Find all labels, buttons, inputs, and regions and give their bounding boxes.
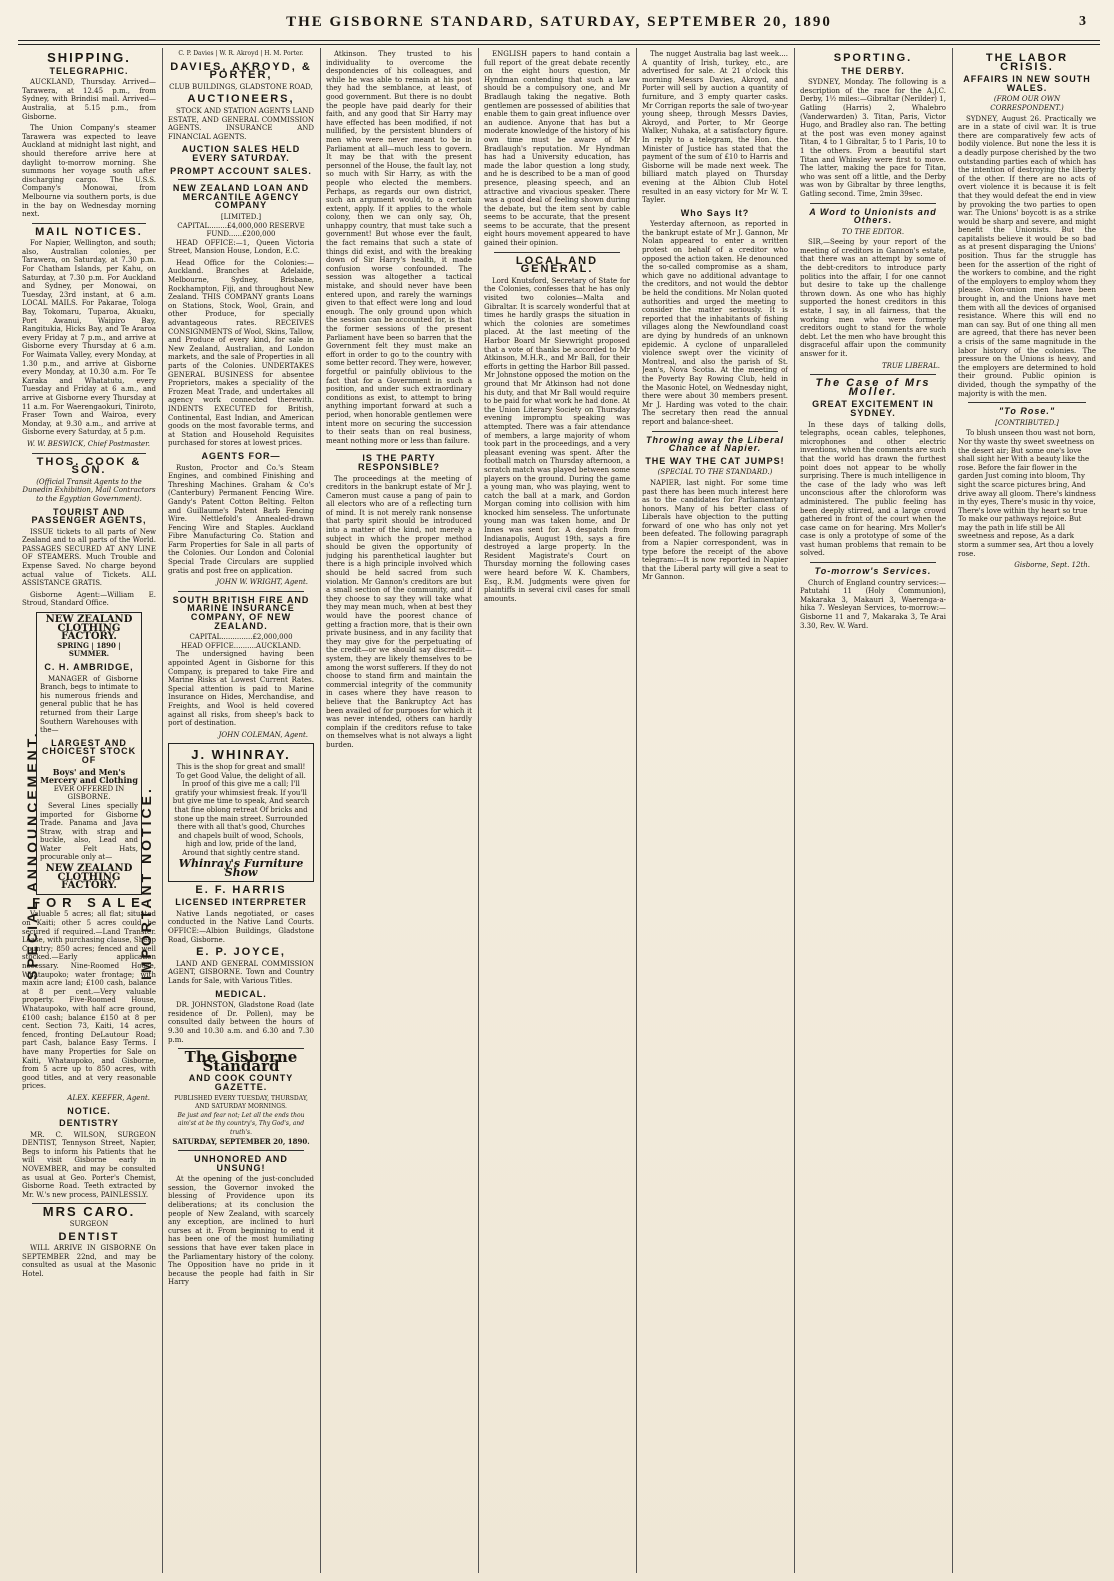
throwing-heading: Throwing away the Liberal Chance at Napier. (645, 434, 785, 454)
harris-text: Native Lands negotiated, or cases conducted in the Native Land Courts. OFFICE:—Albion Buildings, Gladstone Road, Gisborne. (168, 909, 314, 944)
telegraphic-text: AUCKLAND, Thursday. Arrived—Tarawera, at 12.45 p.m., from Sydney, with Brindisi mail. Arrived—Australia, at 5.15 p.m., from Gisborne. (22, 78, 156, 121)
sporting-heading: SPORTING. (833, 52, 913, 64)
for-sale-heading: FOR SALE (32, 894, 146, 910)
word-sub: TO THE EDITOR. (841, 227, 905, 236)
mail-heading: MAIL NOTICES. (35, 225, 143, 238)
contributed: [CONTRIBUTED.] (995, 418, 1059, 427)
column-rule (794, 48, 795, 1573)
rose-heading: "To Rose." (998, 406, 1056, 417)
column-rule (952, 48, 953, 1573)
keefer-signature: ALEX. KEEFER, Agent. (67, 1093, 150, 1102)
shipping-heading: SHIPPING. (47, 50, 131, 65)
mail-signature: W. W. BESWICK, Chief Postmaster. (26, 439, 150, 448)
dentist-text: MR. C. WILSON, SURGEON DENTIST, Tennyson Street, Napier, Begs to inform his Patients that he will visit Gisborne early in NOVEMBER, and may be consulted as usual at Geo. Porter's Chemist, Gisborne Road. Teeth extracted by Mr. W.'s new process, PAINLESSLY. (22, 1130, 156, 1199)
column-3 (326, 50, 472, 1570)
word-heading: A Word to Unionists and Others. (809, 206, 937, 226)
rose-poem: To blush unseen thou wast not born, Nor thy waste thy sweet sweetness on the desert air; But some one's love shall sight her With a beauty like the rose. Before the fair flower in the garden Just coming into bloom, Thy sight the scarce pictures bring, And drive away all gloom. There's kindness in thy eyes, There's music in thy voice, There's love within thy heart so true To make our pathways rejoice. But may the path in life still be All sweetness and repose, As a dark storm a summer sea, Art thou a lovely rose. (958, 429, 1096, 558)
special-sub: (SPECIAL TO THE STANDARD.) (657, 468, 773, 477)
column-2 (168, 50, 314, 1570)
cook-sub: (Official Transit Agents to the Dunedin Exhibition, Mail Contractors to the Egyptian Government). (22, 477, 156, 503)
mail-text: For Napier, Wellington, and south; also, Australian colonies, per Tarawera, on Saturday, at 7.30 p.m. For Chatham Islands, per Kahu, on Saturday, at 7.30 p.m. For Auckland and Sydney, per Monowai, on Tuesday, 23rd instant, at 6 a.m. LOCAL MAILS. For Pakarae, Tologa Bay, Tokomaru, Tuparoa, Akuaku, Port Awanui, Waipiro Bay, Rangitukia, Hicks Bay, and Te Araroa every Friday at 7 p.m., and arrive at Gisborne every Thursday at 6 a.m. For Waimata Valley, every Monday, at 1.30 p.m., and arrive at Gisborne every Monday, at 10.30 a.m. For Te Karaka and Whatatutu, every Tuesday and Friday at 6 a.m., and arrive at Gisborne every Thursday at 11 a.m. For Waerengaokuri, Tiniroto, Fraser Town and Wairoa, every Monday, at 9.30 a.m., and arrive at Gisborne every Saturday, at 5 p.m. (22, 239, 156, 437)
agents-text: Ruston, Proctor and Co.'s Steam Engines, and combined Finishing and Threshing Machines. Graham & Co's (Canterbury) Permanent Fencing Wire. Gandy's Patent Cotton Belting. Felton and Guillaume's Patent Barb Fencing Wire. Nettlefold's Annealed-drawn Fencing Wire and Staples. Auckland Fibre Manufacturing Co. Station and Farm Properties for Sale in all parts of the Colonies. Our London and Colonial Special Trade Circulars are supplied gratis and post free on application. (168, 463, 314, 575)
joyce-title: E. P. JOYCE, (196, 946, 286, 959)
nzloan-title: NEW ZEALAND LOAN AND MERCANTILE AGENCY COMPANY (172, 183, 310, 211)
sale-text: Valuable 5 acres; all flat; situated on Kaiti; other 5 acres could be secured if required.—Land Transfer. Lease, with purchasing clause, Sheep Country; 850 acres; fenced and well stocked.—Early application necessary. Nine-Roomed House, Whataupoko; water frontage; with maxin acre land; £100 cash, balance at 8 per cent.—Very valuable property. Five-Roomed House, Whataupoko, with half acre ground, £100 cash; balance £150 at 8 per cent. Section 73, Kaiti, 14 acres, fenced, fronting DeLautour Road; part Cash, balance Easy Terms. I have many Properties for Sale on Kaiti, Whataupoko, and Gisborne, from 5 acre up to 850 acres, with good titles, and at very reasonable prices. (22, 910, 156, 1091)
partners: C. P. Davies | W. R. Akroyd | H. M. Porter. (178, 50, 304, 57)
liberal-signature: TRUE LIBERAL. (881, 361, 940, 370)
who-says-heading: Who Says It? (680, 207, 750, 218)
club-buildings: CLUB BUILDINGS, GLADSTONE ROAD, (169, 82, 313, 91)
factory-text-2: Several Lines specially imported for Gisborne Trade. Panama and Java Straw, with strap and buckle, also, Lead and Water Felt Hats, procurable only at— (40, 801, 138, 862)
boys-mercery: Boys' and Men's Mercery and Clothing (40, 766, 138, 786)
column-7 (958, 50, 1096, 1570)
cat-heading: THE WAY THE CAT JUMPS! (645, 455, 785, 466)
sbfm-head: HEAD OFFICE..........AUCKLAND. (181, 641, 301, 650)
column-rule (320, 48, 321, 1573)
own-correspondent: (FROM OUR OWN CORRESPONDENT.) (990, 95, 1064, 112)
factory-text: MANAGER of Gisborne Branch, begs to intimate to his numerous friends and general public that he has returned from their Large Southern Warehouses with the— (40, 674, 138, 735)
case-heading: The Case of Mrs Moller. (815, 377, 931, 398)
dentistry-heading: DENTISTRY (59, 1118, 119, 1129)
factory-title-2: NEW ZEALAND CLOTHING FACTORY. (45, 863, 133, 892)
services-text: Church of England country services:—Patutahi 11 (Holy Communion), Makaraka 3, Makauri 3, Waerenga-a-hika 7. Wesleyan Services, to-morrow:—Gisborne 11 and 7, Makaraka 3, Te Arai 3.30, Rev. W. Ward. (800, 578, 946, 630)
word-text: SIR,—Seeing by your report of the meeting of creditors in Gannon's estate, that there was an attempt by some of the debt-creditors to introduce party politics into the affair, I for one cannot but desire to take up the challenge thrown down. As one who has highly supported the honest creditors in this estate, I say, in all fairness, that the working men who were formerly creditors ought to stand for the whole debt. Let the men who have brought this disgraceful affair upon the community answer for it. (800, 238, 946, 358)
factory-title: NEW ZEALAND CLOTHING FACTORY. (45, 614, 133, 643)
caro-surgeon: SURGEON (69, 1220, 109, 1229)
telegraphic-heading: TELEGRAPHIC. (49, 65, 129, 76)
notice-heading: NOTICE. (67, 1105, 111, 1116)
caro-heading: MRS CARO. (42, 1204, 136, 1220)
vertical-label-left: SPECIAL ANNOUNCEMENT. (24, 730, 40, 980)
caro-text: WILL ARRIVE IN GISBORNE On SEPTEMBER 22nd, and may be consulted as usual at the Masonic Hotel. (22, 1244, 156, 1278)
auctioneers: AUCTIONEERS, (187, 93, 295, 106)
sbfm-title: SOUTH BRITISH FIRE AND MARINE INSURANCE COMPANY, OF NEW ZEALAND. (172, 594, 310, 631)
labor-sub: AFFAIRS IN NEW SOUTH WALES. (963, 74, 1091, 93)
nzloan-limited: [LIMITED.] (220, 212, 262, 221)
unhonored-text: At the opening of the just-concluded session, the Governor invoked the blessing of Providence upon its deliberations; at its conclusion the people of New Zealand, with scarcely any exception, are inclined to hurl curses at it. From beginning to end it has been one of the most humiliating sessions that have ever taken place in the Parliamentary history of the colony. The Opposition have no pride in it because the people had faith in Sir Harry (168, 1175, 314, 1287)
services-heading: To-morrow's Services. (814, 566, 932, 577)
whinray-poem: This is the shop for great and small! To get Good Value, the delight of all. In proof of this give me a call; I'll gratify your whimsiest freak. If you'll but give me time to speak, And search that fine oblong retreat Of bricks and stone up the main street. Surrounded there with all that's good, Churches and chapels built of wood, Schools, high and low, pride of the land, Around that sightly centre stand. (172, 762, 310, 857)
medical-heading: MEDICAL. (215, 988, 267, 999)
standard-title: The Gisborne Standard (184, 1048, 298, 1075)
masthead (20, 14, 1098, 36)
sbfm-capital: CAPITAL..............£2,000,000 (189, 633, 293, 642)
unhonored-heading: UNHONORED AND UNSUNG! (194, 1154, 288, 1173)
harris-sub: LICENSED INTERPRETER (175, 897, 307, 908)
union-text: The Union Company's steamer Tarawera was expected to leave Auckland at midnight last night, and should therefore arrive here at daylight to-morrow morning. She summons her voyage south after discharging cargo. The U.S.S. Company's Monowai, from Melbourne via southern ports, is due in the bay on Wednesday morning next. (22, 124, 156, 219)
prompt-sales: PROMPT ACCOUNT SALES. (170, 165, 312, 176)
column-1 (22, 50, 156, 1570)
party-text: The proceedings at the meeting of creditors in the bankrupt estate of Mr J. Cameron must cause a pang of pain to all electors who are of a reflecting turn of mind. It is not merely rank nonsense that party spirit should be introduced into a matter of the kind, not merely a subject in which the proper method should be given the opportunity of judging his parenthetical laughter but there is a high principle involved which should be held sacred from such violation. Mr Gannon's creditors are but a small section of the community, and if they choose to say they will take what they may mean much, when at best they would have the poorest chance of getting a fraction more, that is their own private business, and in any facility that they may give for the perpetuating of the credit—or we should say discredit—system, they are likely themselves to be among the worst sufferers. If they do not choose to stand firm and maintain the commercial integrity of the community in cases where they have reason to believe that the Bankruptcy Act has been availed of for purposes for which it was never intended, others can hardly complain if the creditors refuse to take on themselves what is not always a light burden. (326, 474, 472, 749)
nzloan-capital: CAPITAL........£4,000,000 RESERVE FUND......£200,000 (177, 221, 305, 239)
issue-date: SATURDAY, SEPTEMBER 20, 1890. (172, 1136, 310, 1146)
ambridge: C. H. AMBRIDGE, (44, 662, 134, 672)
cook-text: ISSUE tickets to all parts of New Zealand and to all parts of the World. PASSAGES SECURED AT ANY LINE OF STEAMERS. Much Trouble and Expense Saved. No charge beyond actual value of Tickets. ALL ASSISTANCE GRATIS. (22, 527, 156, 588)
debate-text: ENGLISH papers to hand contain a full report of the great debate recently on the eight hours question, Mr Hyndman contending that such a law should be a compulsory one, and Mr Bradlaugh taking the negative. Both gentlemen are possessed of abilities that enable them to gain great influence over an audience. Anyone that has but a moderate knowledge of the history of his own time must be aware of Mr Bradlaugh's reputation. Mr Hyndman has had a University education, has made the labor question a long study, and he is described to be a man of good presence, pleasing speech, and an attractive and vivacious speaker. There was a good deal of feeling shown during the debate, but the item sent by cable seems to be accurate, that the present seems to be accurate, that the present eight hours movement appeared to have gained their opinion. (484, 50, 630, 248)
sbfm-text: The undersigned having been appointed Agent in Gisborne for this Company, is prepared to take Fire and Marine Risks at Lowest Current Rates. Special attention is paid to Marine Insurance on Hides, Merchandise, and Freights, and Wool is held covered against all risks, from sheep's back to port of destination. (168, 650, 314, 728)
column-rule (636, 48, 637, 1573)
column-6 (800, 50, 946, 1570)
wright-signature: JOHN W. WRIGHT, Agent. (216, 578, 308, 587)
largest-stock: LARGEST AND CHOICEST STOCK OF (41, 737, 137, 765)
factory-ad (36, 612, 142, 895)
column-5 (642, 50, 788, 1570)
tourist-heading: TOURIST AND PASSENGER AGENTS, (31, 506, 147, 526)
editorial-text: Atkinson. They trusted to his individuality to overcome the despondencies of his colleagues, and while he was able to remain at his post they had the semblance, at least, of good government. But there is no doubt the people have paid dearly for their faith, and any good that Sir Harry may have effected has been modified, if not nullified, by the persistent blunders of men who were never meant to be in Parliament at all—much less to govern. It may be that with the present personnel of the House, the fault lay, not so much with Sir Harry, as with the people who elected the members. Perhaps, as regards our own district, such an argument would, to a certain extent, apply. If it applies to the whole colony, then we can only say, Oh, unhappy country, that must take such a government! But whose ever the fault, the fact remains that such a state of things did exist, and with the breaking down of Sir Harry's health, it made confusion worse confounded. The session was altogether a tactical mistake, and should never have been entered upon, and rarely the warnings given to that effect were long and loud enough. The only ground upon which the session can be accounted for, is that the former sessions of the present Parliament have been so barren that the Government felt they must make an effort in order to go to the country with some better record. They were, however, forgetful or painfully oblivious to the fact that for a Government in such a position, and under such extraordinary conditions as exist, to attempt to bring anything important forward at such a period, when honorable gentlemen were intent more on securing the succession to their seats than on real business, meant nothing more or less than failure. (326, 50, 472, 445)
nzloan-text: Head Office for the Colonies:—Auckland. Branches at Adelaide, Melbourne, Sydney, Brisbane, Rockhampton, Fiji, and throughout New Zealand. THIS COMPANY grants Loans on Stations, Stock, Wool, Grain, and other Produce, for specially advantageous rates. RECEIVES CONSIGNMENTS of Wool, Skins, Tallow, and Produce of every kind, for sale in New Zealand, Australian, and London markets, and the sale of Properties in all parts of the Colonies. UNDERTAKES GENERAL BUSINESS for absentee Proprietors, makes a speciality of the Frozen Meat Trade, and undertakes all agency work connected therewith. INDENTS EXECUTED for British, Continental, East Indian, and American goods on the most favorable terms, and at Station and Household Requisites purchased for stores at lowest prices. (168, 258, 314, 448)
column-rule (478, 48, 479, 1573)
sales-held: AUCTION SALES HELD EVERY SATURDAY. (181, 144, 301, 163)
masthead-rule-thin (18, 44, 1100, 45)
vertical-label-right: IMPORTANT NOTICE. (138, 786, 154, 980)
standard-sub: AND COOK COUNTY GAZETTE. (188, 1073, 294, 1092)
masthead-title: THE GISBORNE STANDARD, SATURDAY, SEPTEMBER 20, 1890 (286, 14, 832, 30)
great-excitement: GREAT EXCITEMENT IN SYDNEY. (812, 399, 934, 418)
whinray-title: J. WHINRAY. (191, 747, 291, 763)
coleman-signature: JOHN COLEMAN, Agent. (218, 730, 308, 739)
party-heading: IS THE PARTY RESPONSIBLE? (357, 453, 440, 472)
case-text: In these days of talking dolls, telegraphs, ocean cables, telephones, microphones and other electric inventions, when the comments are such that the world has drawn the furthest point does not appear to be wholly surprising. There is much intelligence in the case of the lady who was left unconscious after the chloroform was administered. The public feeling has been deeply stirred, and a large crowd gathered in front of the court when the case came on for hearing. Mrs Moller's case is only a prototype of some of the vast human problems that remain to be solved. (800, 420, 946, 558)
napier-text: NAPIER, last night. For some time past there has been much interest here as to the candidates for Parliamentary honors. Many of his better class of Liberals have objection to the putting forward of one who has only not yet been defeated. The following paragraph from a Napier correspondent, was in type before the receipt of the above telegram:—It is now reported in Napier that the Liberal party will give a seat to Mr Gannon. (642, 478, 788, 582)
column-4 (484, 50, 630, 1570)
nzloan-head: HEAD OFFICE:—1, Queen Victoria Street, Mansion House, London, E.C. (168, 238, 314, 256)
cook-agent: Gisborne Agent:—William E. Stroud, Standard Office. (22, 590, 156, 608)
derby-text: SYDNEY, Monday. The following is a description of the race for the A.J.C. Derby, 1½ miles:—Gibraltar (Nerilder) 1, Gatling (Harris) 2, Whalebro (Vanderwarden) 3. Titan, Paris, Victor Hugo, and Bradley also ran. The betting at the post was even money against Titan, 4 to 1 Gibraltar, 5 to 1 Paris, 10 to 1 the others. From a beautiful start Titan and Whinsley were first to move. The latter, making the pace for Titan, who was sent off a little, and the Derby was won by Gibraltar by three lengths, Gatling second. Time, 2min 39sec. (800, 78, 946, 198)
spring-summer: SPRING | 1890 | SUMMER. (57, 640, 121, 659)
poem-signature: Gisborne, Sept. 12th. (1014, 561, 1090, 570)
medical-text: DR. JOHNSTON, Gladstone Road (late residence of Dr. Pollen), may be consulted daily between the hours of 9.30 and 10.30 a.m. and 6.30 and 7.30 p.m. (168, 1001, 314, 1044)
cook-heading: THOS. COOK & SON. (36, 455, 142, 477)
agents-for: AGENTS FOR— (201, 450, 281, 461)
masthead-rule (18, 40, 1100, 41)
labor-text: SYDNEY, August 26. Practically we are in a state of civil war. It is true there are comparatively few acts of bodily violence. But none the less it is a deadly purpose cherished by the two outstanding parties each of which has the intention of destroying the liberty of the other. If there are no acts of overt violence it is because it is felt that they would defeat the end in view by provoking the two parties to open war. The Unions' boycott is as a strike would be sharp and severe, and might benefit the Unionists. But the capitalists believe it would be so bad as at present disparaging the Unions' position. Thus far the struggle has been for the assertion of the right of the workers to combine, and the right of the employers to employ whom they please. Non-union men have been brought in, and the Unions have met them with all the devices of organised resistance. Where this will end no man can say. But of one thing all men are agreed, that there has never been a crisis of the same magnitude in the labor history of the colonies. The pressure on the Unions is heavy, and the employers are determined to hold their ground. Public opinion is divided, though the sympathy of the majority is with the men. (958, 114, 1096, 398)
whinray-ad (168, 743, 314, 881)
published: PUBLISHED EVERY TUESDAY, THURSDAY, AND SATURDAY MORNINGS. (174, 1094, 308, 1111)
local-heading: LOCAL AND GENERAL. (515, 254, 599, 276)
harris-title: E. F. HARRIS (195, 883, 287, 896)
motto: Be just and fear not; Let all the ends thou aim'st at be thy country's, Thy God's, and truth's. (177, 1111, 305, 1136)
gannon-text: Yesterday afternoon, as reported in the bankrupt estate of Mr J. Gannon, Mr Nolan appeared to enter a written protest on behalf of a creditor who opposed the action taken. He denounced the so-called compromise as a sham, which gave no additional advantage to the creditors, and not would the debtor be held the conditions. Mr Nolan quoted authorities and urged the meeting to consider the matter seriously. It is reported that the inhabitants of fishing villages along the Newfoundland coast are dying by hundreds of an unknown epidemic. A cyclone of unparalleled violence swept over the vicinity of Montreal, and also the parish of St. Jean's, Nova Scotia. At the meeting of the Poverty Bay Rowing Club, held in the Masonic Hotel, on Wednesday night, there were about 30 members present. Mr J. Harding was voted to the chair. The secretary then read the annual report and balance-sheet. (642, 220, 788, 426)
joyce-text: LAND AND GENERAL COMMISSION AGENT, GISBORNE. Town and Country Lands for Sale, with Various Titles. (168, 959, 314, 985)
page-number: 3 (1079, 14, 1088, 29)
local-text: Lord Knutsford, Secretary of State for the Colonies, confesses that he has only visited two colonies—Malta and Gibraltar. It is scarcely wonderful that at times he hardly grasps the situation in which the colonies are sometimes placed. At the last meeting of the Harbor Board Mr Sievwright proposed that a vote of thanks be accorded to Mr Atkinson, M.H.R., and Mr Ball, for their efforts in getting the Harbor Bill passed. Mr Johnstone opposed the motion on the ground that Mr Atkinson had not done his duty, and that Mr Ball would require to be paid for what work he had done. At the Union Literary Society on Thursday evening impromptu speaking was attempted. There was a fair attendance of members, a large majority of whom took part in the proceedings, and a very pleasant evening was spent. After the football match on Thursday afternoon, a scratch match was played between some players on the ground. During the game a young man, who was playing, went to catch the ball at a mark, and Gordon Morgan coming into collision with him knocked him senseless. The unfortunate young man was taken home, and Dr Innes was sent for. A despatch from Indianapolis, August 19th, says a fire destroyed a large property. In the Resident Magistrate's Court on Thursday morning the following cases were heard before W. K. Chambers, Esq., R.M. Judgments were given for plaintiffs in several civil cases for small amounts. (484, 276, 630, 603)
ever-offered: EVER OFFERED IN GISBORNE. (53, 784, 125, 802)
caro-dentist: DENTIST (58, 1230, 120, 1243)
derby-heading: THE DERBY. (841, 65, 905, 76)
labor-heading: THE LABOR CRISIS. (985, 52, 1069, 73)
firm-name: DAVIES, AKROYD, & PORTER, (170, 60, 312, 82)
firm-text: STOCK AND STATION AGENTS LAND ESTATE, AND GENERAL COMMISSION AGENTS. INSURANCE AND FINANCIAL AGENTS. (168, 106, 314, 141)
column-rule (162, 48, 163, 1573)
whinray-shop: Whinray's Furniture Show (178, 857, 304, 880)
local-cont-text: The nugget Australia bag last week.... A quantity of Irish, turkey, etc., are advertised for sale. At 21 o'clock this morning Messrs Davies, Akroyd, and Porter will sell by auction a quantity of furniture, and 3 empty quarter casks. Mr Corrigan reports the sale of two-year young sheep, through Messrs Davies, Akroyd, and Porter, to Mr George Walker, Nuhaka, at a satisfactory figure. In reply to a telegram, the Hon. the Minister of Justice has stated that the payment of the sum of £10 to Harris and Gisborne will be made next week. The billiard match played on Thursday evening at the Albion Club Hotel resulted in an easy victory for Mr W. T. Tayler. (642, 50, 788, 205)
